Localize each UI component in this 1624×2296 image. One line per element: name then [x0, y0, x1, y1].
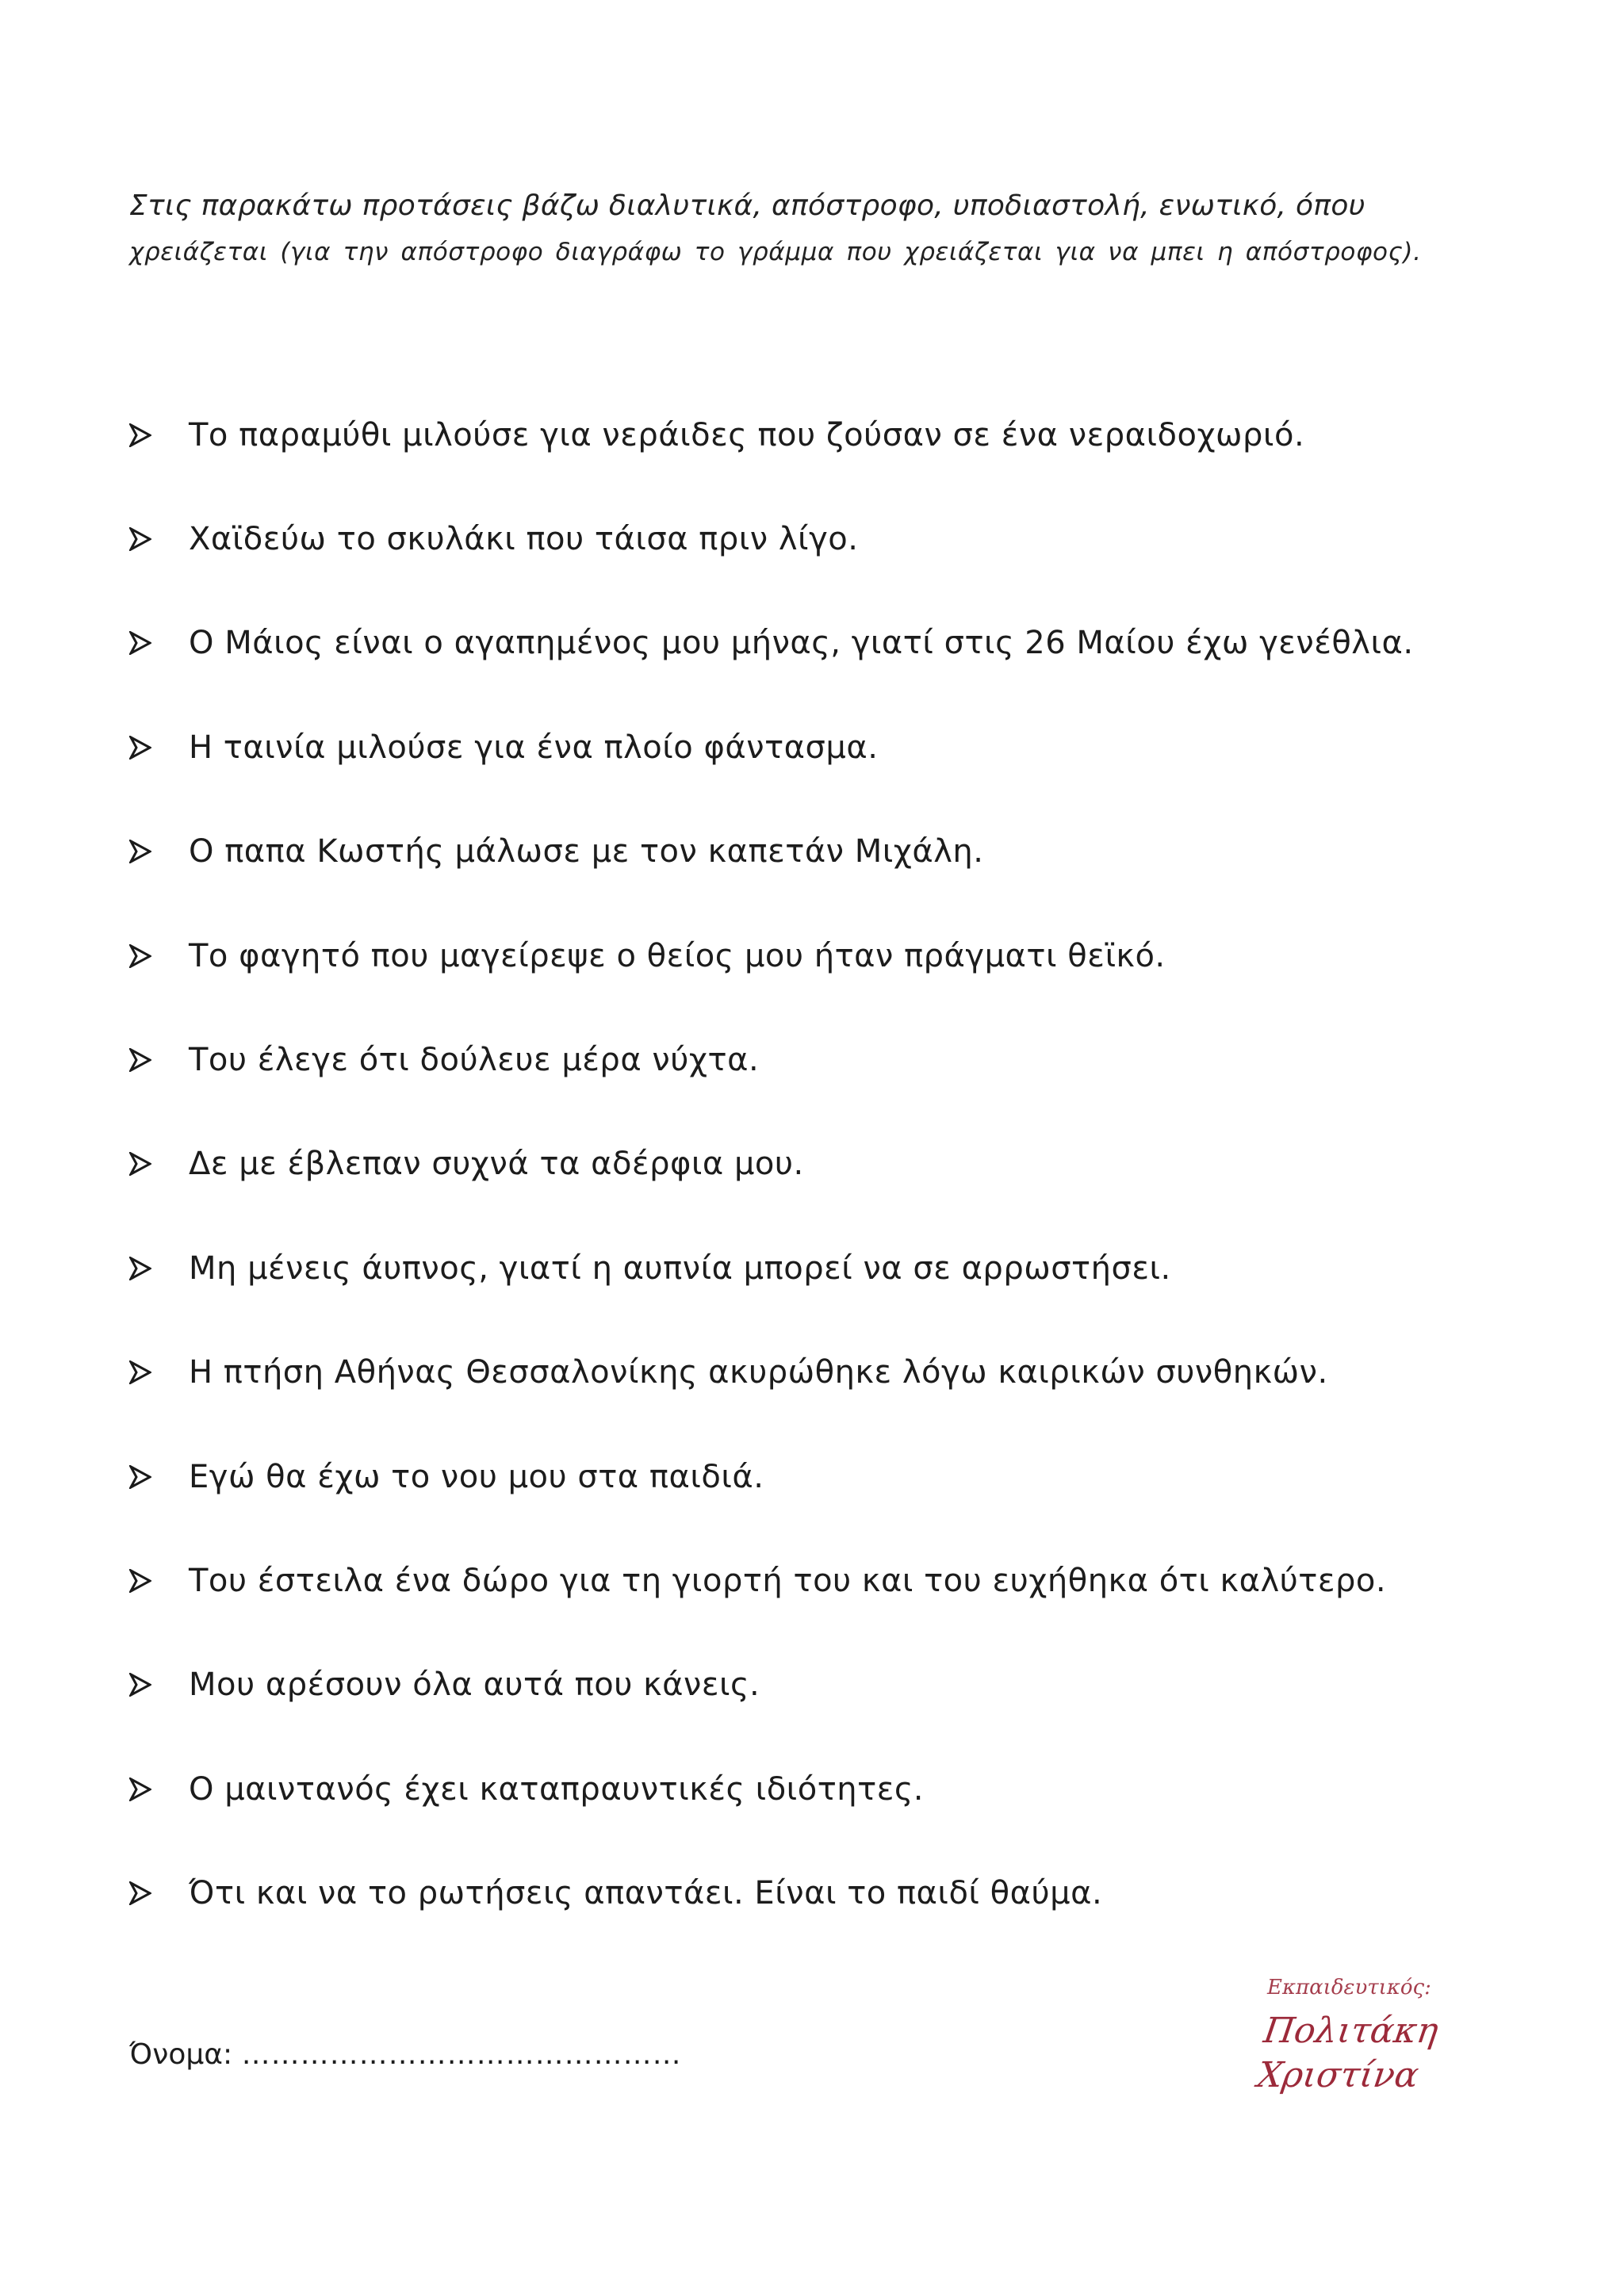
sentence-item [129, 1321, 1557, 1425]
sentence-text: Η πτήση Αθήνας Θεσσαλονίκης ακυρώθηκε λόγω καιρικών συνθηκών. [189, 1354, 1328, 1391]
sentence-text: Το παραμύθι μιλούσε για νεράιδες που ζούσαν σε ένα νεραιδοχωριό. [189, 416, 1305, 453]
signature-role: Εκπαιδευτικός: [1267, 1976, 1431, 1999]
sentence-item [129, 1008, 1557, 1112]
arrowhead-bullet-icon [129, 1569, 189, 1593]
sentence-text: Χαϊδεύω το σκυλάκι που τάισα πριν λίγο. [189, 521, 859, 558]
sentence-item [129, 591, 1557, 695]
sentence-text: Δε με έβλεπαν συχνά τα αδέρφια μου. [189, 1146, 804, 1183]
arrowhead-bullet-icon [129, 1673, 189, 1697]
instructions-line-1: Στις παρακάτω προτάσεις βάζω διαλυτικά, απόστροφο, υποδιαστολή, ενωτικό, όπου [129, 189, 1365, 222]
sentence-text: Το φαγητό που μαγείρεψε ο θείος μου ήταν πράγματι θεϊκό. [189, 937, 1166, 974]
instructions-line-2: χρειάζεται (για την απόστροφο διαγράφω το γράμμα που χρειάζεται για να μπει η απόστροφος). [129, 238, 1422, 266]
sentence-item [129, 1425, 1557, 1529]
sentence-item [129, 1112, 1557, 1216]
arrowhead-bullet-icon [129, 527, 189, 551]
name-field[interactable] [129, 2038, 682, 2072]
arrowhead-bullet-icon [129, 840, 189, 863]
arrowhead-bullet-icon [129, 1152, 189, 1176]
sentence-text: Μου αρέσουν όλα αυτά που κάνεις. [189, 1667, 760, 1704]
sentence-item [129, 800, 1557, 904]
sentence-item [129, 904, 1557, 1008]
arrowhead-bullet-icon [129, 1881, 189, 1905]
arrowhead-bullet-icon [129, 1777, 189, 1801]
sentence-text: Του έστειλα ένα δώρο για τη γιορτή του και του ευχήθηκα ότι καλύτερο. [189, 1562, 1387, 1599]
arrowhead-bullet-icon [129, 423, 189, 447]
sentence-item [129, 487, 1557, 591]
arrowhead-bullet-icon [129, 944, 189, 968]
arrowhead-bullet-icon [129, 1465, 189, 1489]
arrowhead-bullet-icon [129, 736, 189, 760]
sentence-item [129, 1633, 1557, 1737]
arrowhead-bullet-icon [129, 1257, 189, 1280]
sentence-text: Ο Μάιος είναι ο αγαπημένος μου μήνας, γιατί στις 26 Μαίου έχω γενέθλια. [189, 625, 1414, 662]
sentence-item [129, 383, 1557, 487]
teacher-signature [1254, 1974, 1554, 2095]
sentence-item [129, 1841, 1557, 1945]
sentence-item [129, 1737, 1557, 1841]
sentence-text: Του έλεγε ότι δούλευε μέρα νύχτα. [189, 1042, 760, 1079]
arrowhead-bullet-icon [129, 631, 189, 655]
arrowhead-bullet-icon [129, 1360, 189, 1384]
sentence-text: Ότι και να το ρωτήσεις απαντάει. Είναι το παιδί θαύμα. [189, 1875, 1103, 1912]
sentence-text: Ο παπα Κωστής μάλωσε με τον καπετάν Μιχάλη. [189, 833, 984, 871]
sentence-item [129, 1529, 1557, 1632]
sentence-text: Ο μαιντανός έχει καταπραυντικές ιδιότητες. [189, 1770, 925, 1808]
name-blank-line[interactable]: ……………………………………… [241, 2038, 682, 2071]
signature-name: Πολιτάκη Χριστίνα [1254, 2011, 1441, 2095]
name-label: Όνομα: [129, 2038, 233, 2071]
sentence-list [129, 383, 1557, 1946]
instructions [129, 190, 1477, 268]
sentence-item [129, 695, 1557, 799]
arrowhead-bullet-icon [129, 1048, 189, 1072]
sentence-item [129, 1216, 1557, 1320]
sentence-text: Η ταινία μιλούσε για ένα πλοίο φάντασμα. [189, 729, 879, 766]
sentence-text: Μη μένεις άυπνος, γιατί η αυπνία μπορεί να σε αρρωστήσει. [189, 1249, 1171, 1287]
sentence-text: Εγώ θα έχω το νου μου στα παιδιά. [189, 1458, 764, 1495]
